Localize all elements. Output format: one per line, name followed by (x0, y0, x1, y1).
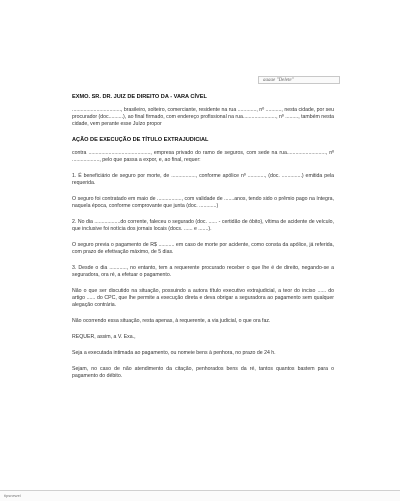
paragraph-3: 2. No dia ..................do corrente, faleceu o segurado (doc. ...... - certidão de óbito), vítima de acidente de veículo, que inclusive foi notícia dos jornais locais (docs. ...... e .......). (72, 219, 334, 232)
addressee-heading: EXMO. SR. DR. JUIZ DE DIREITO DA - VARA CÍVEL (72, 94, 207, 100)
paragraph-2: O seguro foi contratado em maio de ................., com validade de .......anos, tendo sido o prêmio pago na íntegra, naquela época, conforme comprovante que junta (doc. ............) (72, 196, 334, 209)
paragraph-4: O seguro previa o pagamento de R$ ........... em caso de morte por acidente, como consta da apólice, já referida, com prazo de efetivação máximo, de 5 dias. (72, 242, 334, 255)
status-bar-label: tipsnewel (4, 493, 21, 498)
paragraph-10: Sejam, no caso de não atendimento da citação, penhorados bens da ré, tantos quantos bastem para o pagamento do débito. (72, 366, 334, 379)
paragraph-1: 1. É beneficiário de seguro por morte, de ................., conforme apólice nº ............, (doc. ..............) emitida pela requerida. (72, 173, 334, 186)
against-paragraph: contra ..........................................., empresa privado do ramo de seguros, com sede na rua..........................., nº ..................., pelo que passa a expor, e, ao final, requer: (72, 150, 334, 163)
paragraph-9: Seja a executada intimada ao pagamento, ou nomeie bens à penhora, no prazo de 24 h. (72, 350, 276, 356)
paragraph-6: Não o que ser discutido na situação, possuindo a autora título executivo extrajudicial, a teor do inciso ...... do artigo ...... do CPC, que lhe permite a execução direta e deva obrigar a seguradora ao pagamento sem qualquer alegação contrária. (72, 288, 334, 308)
paragraph-7: Não ocorrendo essa situação, resta apenas, à requerente, a via judicial, o que ora faz. (72, 318, 271, 324)
paragraph-8: REQUER, assim, a V. Exa., (72, 334, 136, 340)
paragraph-5: 3. Desde o dia ............, no entanto, tem a requerente procurado receber o que lhe é de direito, negando-se a seguradora, ora ré, a efetuar o pagamento. (72, 265, 334, 278)
intro-paragraph: .................................., brasileiro, solteiro, comerciante, residente na rua ............., nº ..........., nesta cidade, por seu procurador (doc..........), ao final firmado, com endereço profissional na rua......................., nº ........., também nesta cidade, vem perante esse Juízo propor (72, 107, 334, 127)
action-title: AÇÃO DE EXECUÇÃO DE TÍTULO EXTRAJUDICIAL (72, 137, 209, 143)
status-bar (0, 490, 400, 501)
petition-body (72, 94, 334, 380)
header-text-field[interactable]: aaaae "Delete" (258, 76, 340, 84)
